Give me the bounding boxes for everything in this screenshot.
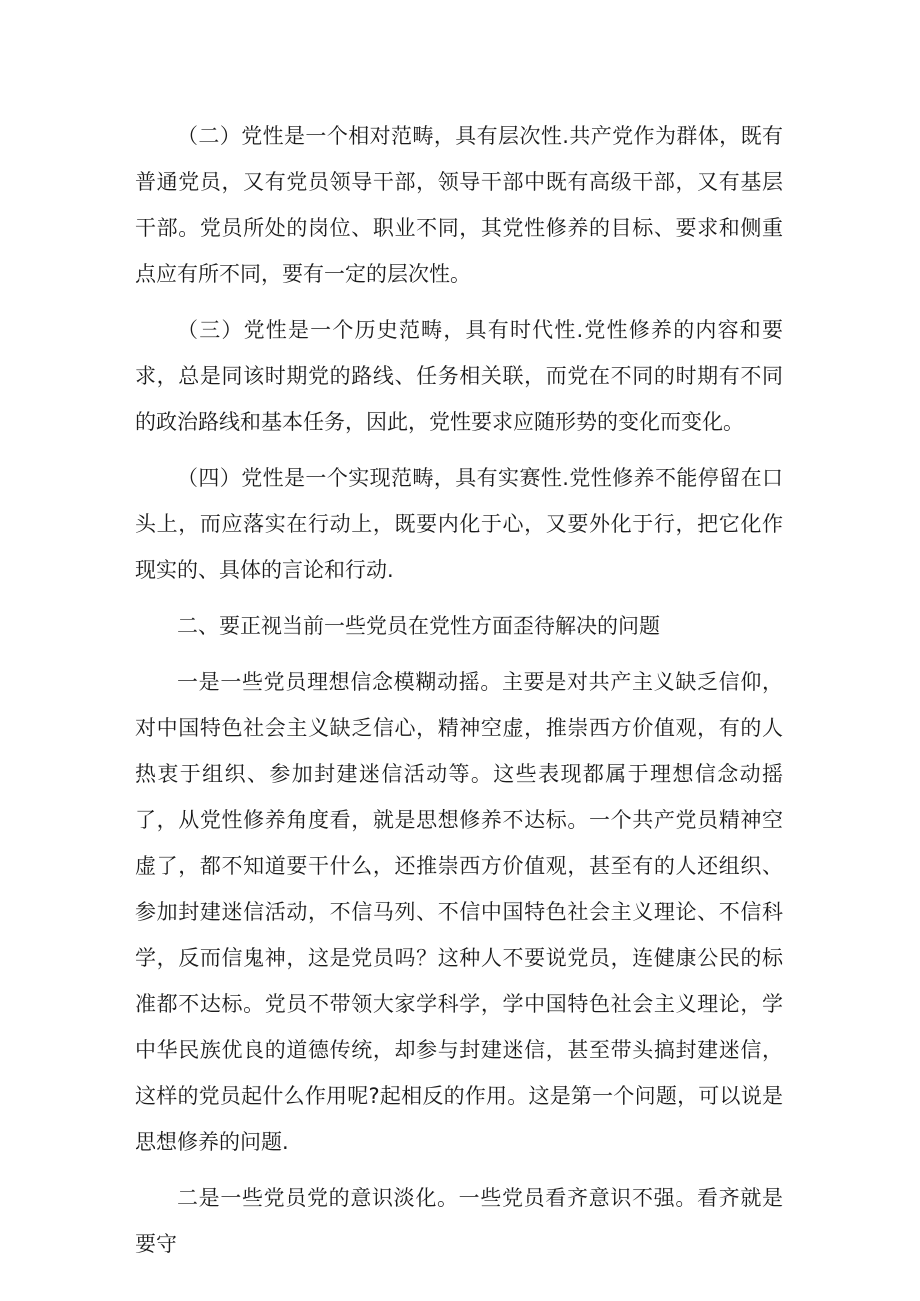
paragraph-ideals: 一是一些党员理想信念模糊动摇。主要是对共产主义缺乏信仰，对中国特色社会主义缺乏信心，精神空虚，推崇西方价值观，有的人热衷于组织、参加封建迷信活动等。这些表现都属于理想信念动摇了，从党性修养角度看，就是思想修养不达标。一个共产党员精神空虚了，都不知道要干什么，还推崇西方价值观，甚至有的人还组织、参加封建迷信活动，不信马列、不信中国特色社会主义理论、不信科学，反而信鬼神，这是党员吗？这种人不要说党员，连健康公民的标准都不达标。党员不带领大家学科学，学中国特色社会主义理论，学中华民族优良的道德传统，却参与封建迷信，甚至带头搞封建迷信，这样的党员起什么作用呢?起相反的作用。这是第一个问题，可以说是思想修养的问题. — [135, 670, 783, 1154]
paragraph-hierarchy: （二）党性是一个相对范畴，具有层次性.共产党作为群体，既有普通党员，又有党员领导干部，领导干部中既有高级干部，又有基层干部。党员所处的岗位、职业不同，其党性修养的目标、要求和侧重点应有所不同，要有一定的层次性。 — [135, 124, 783, 286]
paragraph-practice: （四）党性是一个实现范畴，具有实赛性.党性修养不能停留在口头上，而应落实在行动上，既要内化于心，又要外化于行，把它化作现实的、具体的言论和行动. — [135, 466, 783, 582]
section-heading: 二、要正视当前一些党员在党性方面歪待解决的问题 — [177, 614, 660, 638]
document-body — [135, 113, 783, 1267]
paragraph-history: （三）党性是一个历史范畴，具有时代性.党性修养的内容和要求，总是同该时期党的路线、任务相关联，而党在不同的时期有不同的政治路线和基本任务，因此，党性要求应随形势的变化而变化。 — [135, 318, 783, 434]
paragraph-party-awareness: 二是一些党员党的意识淡化。一些党员看齐意识不强。看齐就是要守 — [135, 1186, 783, 1256]
